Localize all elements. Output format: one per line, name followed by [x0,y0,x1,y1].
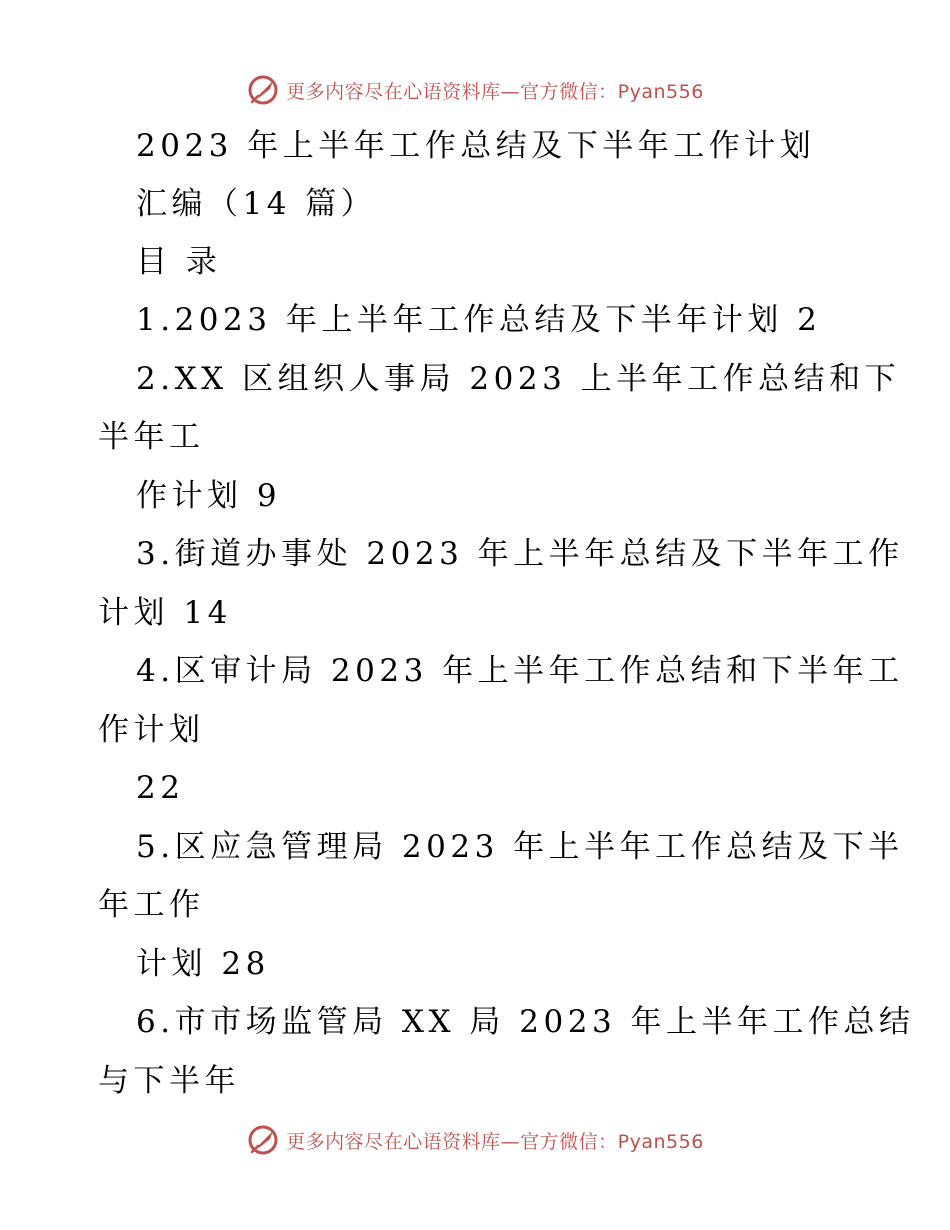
quill-pen-logo-icon [246,73,280,107]
toc-line: 4.区审计局 2023 年上半年工作总结和下半年工 [136,653,904,689]
header-watermark [0,72,950,108]
footer-watermark [0,1122,950,1158]
toc-line: 作计划 9 [136,478,282,514]
toc-line: 计划 14 [98,595,232,631]
toc-heading: 目 录 [136,244,222,280]
toc-line: 22 [136,770,185,806]
watermark-text: 更多内容尽在心语资料库—官方微信：Pyan556 [286,80,704,103]
toc-line: 作计划 [98,712,205,748]
document-title-line-2: 汇编（14 篇） [136,186,377,222]
toc-line: 6.市市场监管局 XX 局 2023 年上半年工作总结 [136,1004,915,1040]
toc-line: 1.2023 年上半年工作总结及下半年计划 2 [136,302,822,338]
toc-line: 5.区应急管理局 2023 年上半年工作总结及下半 [136,829,904,865]
toc-line: 与下半年 [98,1063,240,1099]
watermark-text: 更多内容尽在心语资料库—官方微信：Pyan556 [286,1130,704,1153]
toc-line: 年工作 [98,887,205,923]
toc-line: 2.XX 区组织人事局 2023 上半年工作总结和下 [136,361,901,397]
toc-line: 计划 28 [136,946,270,982]
document-title-line-1: 2023 年上半年工作总结及下半年工作计划 [136,128,816,164]
quill-pen-logo-icon [246,1123,280,1157]
toc-line: 半年工 [98,419,205,455]
toc-line: 3.街道办事处 2023 年上半年总结及下半年工作 [136,536,904,572]
